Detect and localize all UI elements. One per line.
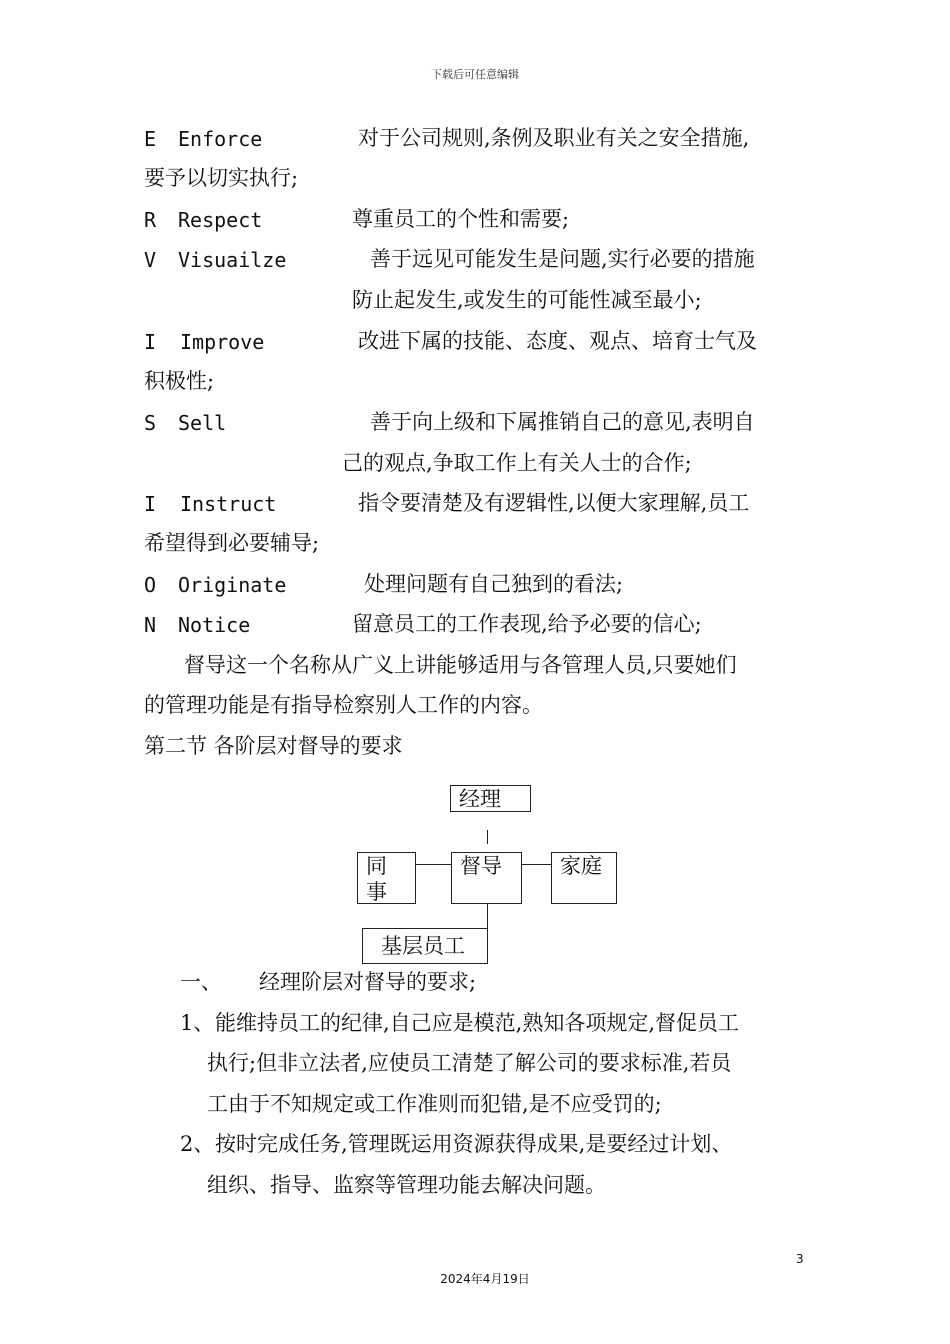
term-description-cont: 己的观点,争取工作上有关人士的合作; bbox=[342, 451, 692, 475]
term-description: 留意员工的工作表现,给予必要的信心; bbox=[352, 612, 702, 636]
supervisor-label: 督导 bbox=[460, 854, 502, 878]
term-description: 对于公司规则,条例及职业有关之安全措施, bbox=[358, 126, 750, 150]
term-letter: R bbox=[144, 208, 157, 232]
term-letter: O bbox=[144, 573, 157, 597]
term-word: Respect bbox=[178, 208, 263, 232]
section-title: 第二节 各阶层对督导的要求 bbox=[144, 734, 403, 758]
page-number: 3 bbox=[796, 1252, 804, 1266]
subsection-title: 经理阶层对督导的要求; bbox=[259, 970, 477, 994]
manager-label: 经理 bbox=[459, 787, 501, 811]
term-letter: I bbox=[144, 330, 157, 354]
paragraph-line: 的管理功能是有指导检察别人工作的内容。 bbox=[144, 693, 543, 717]
term-word: Instruct bbox=[180, 492, 277, 516]
paragraph-line: 督导这一个名称从广义上讲能够适用与各管理人员,只要她们 bbox=[184, 653, 737, 677]
staff-box bbox=[362, 928, 488, 964]
family-box bbox=[551, 852, 617, 904]
term-letter: E bbox=[144, 127, 157, 151]
term-description-cont: 防止起发生,或发生的可能性减至最小; bbox=[352, 288, 702, 312]
page-header: 下载后可任意编辑 bbox=[431, 68, 519, 81]
term-word: Enforce bbox=[178, 127, 263, 151]
connector-line bbox=[416, 864, 451, 865]
term-description: 善于远见可能发生是问题,实行必要的措施 bbox=[370, 247, 755, 271]
item-line: 按时完成任务,管理既运用资源获得成果,是要经过计划、 bbox=[215, 1132, 733, 1156]
term-description-cont: 积极性; bbox=[144, 369, 215, 393]
term-description: 改进下属的技能、态度、观点、培育士气及 bbox=[358, 329, 757, 353]
colleague-label: 同 bbox=[366, 854, 387, 878]
item-number: 2、 bbox=[180, 1132, 215, 1156]
connector-line bbox=[487, 830, 488, 844]
colleague-box bbox=[357, 852, 416, 904]
term-description: 善于向上级和下属推销自己的意见,表明自 bbox=[370, 410, 755, 434]
item-line: 能维持员工的纪律,自己应是模范,熟知各项规定,督促员工 bbox=[215, 1011, 740, 1035]
term-word: Originate bbox=[178, 573, 287, 597]
colleague-label: 事 bbox=[366, 880, 387, 904]
term-description-cont: 要予以切实执行; bbox=[144, 166, 299, 190]
term-word: Improve bbox=[180, 330, 265, 354]
item-line: 执行;但非立法者,应使员工清楚了解公司的要求标准,若员 bbox=[207, 1051, 732, 1075]
item-line: 组织、指导、监察等管理功能去解决问题。 bbox=[207, 1173, 606, 1197]
manager-box bbox=[450, 785, 531, 812]
connector-line bbox=[522, 864, 551, 865]
item-number: 1、 bbox=[180, 1011, 215, 1035]
subsection-number: 一、 bbox=[180, 970, 222, 994]
term-word: Sell bbox=[178, 411, 227, 435]
footer-date: 2024年4月19日 bbox=[440, 1272, 530, 1286]
supervisor-box bbox=[451, 852, 522, 904]
term-word: Visuailze bbox=[178, 248, 287, 272]
term-letter: I bbox=[144, 492, 157, 516]
staff-label: 基层员工 bbox=[381, 934, 465, 958]
term-description: 指令要清楚及有逻辑性,以便大家理解,员工 bbox=[358, 491, 750, 515]
term-letter: N bbox=[144, 613, 157, 637]
term-description: 尊重员工的个性和需要; bbox=[352, 207, 570, 231]
family-label: 家庭 bbox=[560, 854, 602, 878]
term-description: 处理问题有自己独到的看法; bbox=[364, 572, 624, 596]
term-letter: V bbox=[144, 248, 157, 272]
term-description-cont: 希望得到必要辅导; bbox=[144, 531, 320, 555]
connector-line bbox=[487, 904, 488, 928]
item-line: 工由于不知规定或工作准则而犯错,是不应受罚的; bbox=[207, 1092, 662, 1116]
term-word: Notice bbox=[178, 613, 251, 637]
term-letter: S bbox=[144, 411, 157, 435]
